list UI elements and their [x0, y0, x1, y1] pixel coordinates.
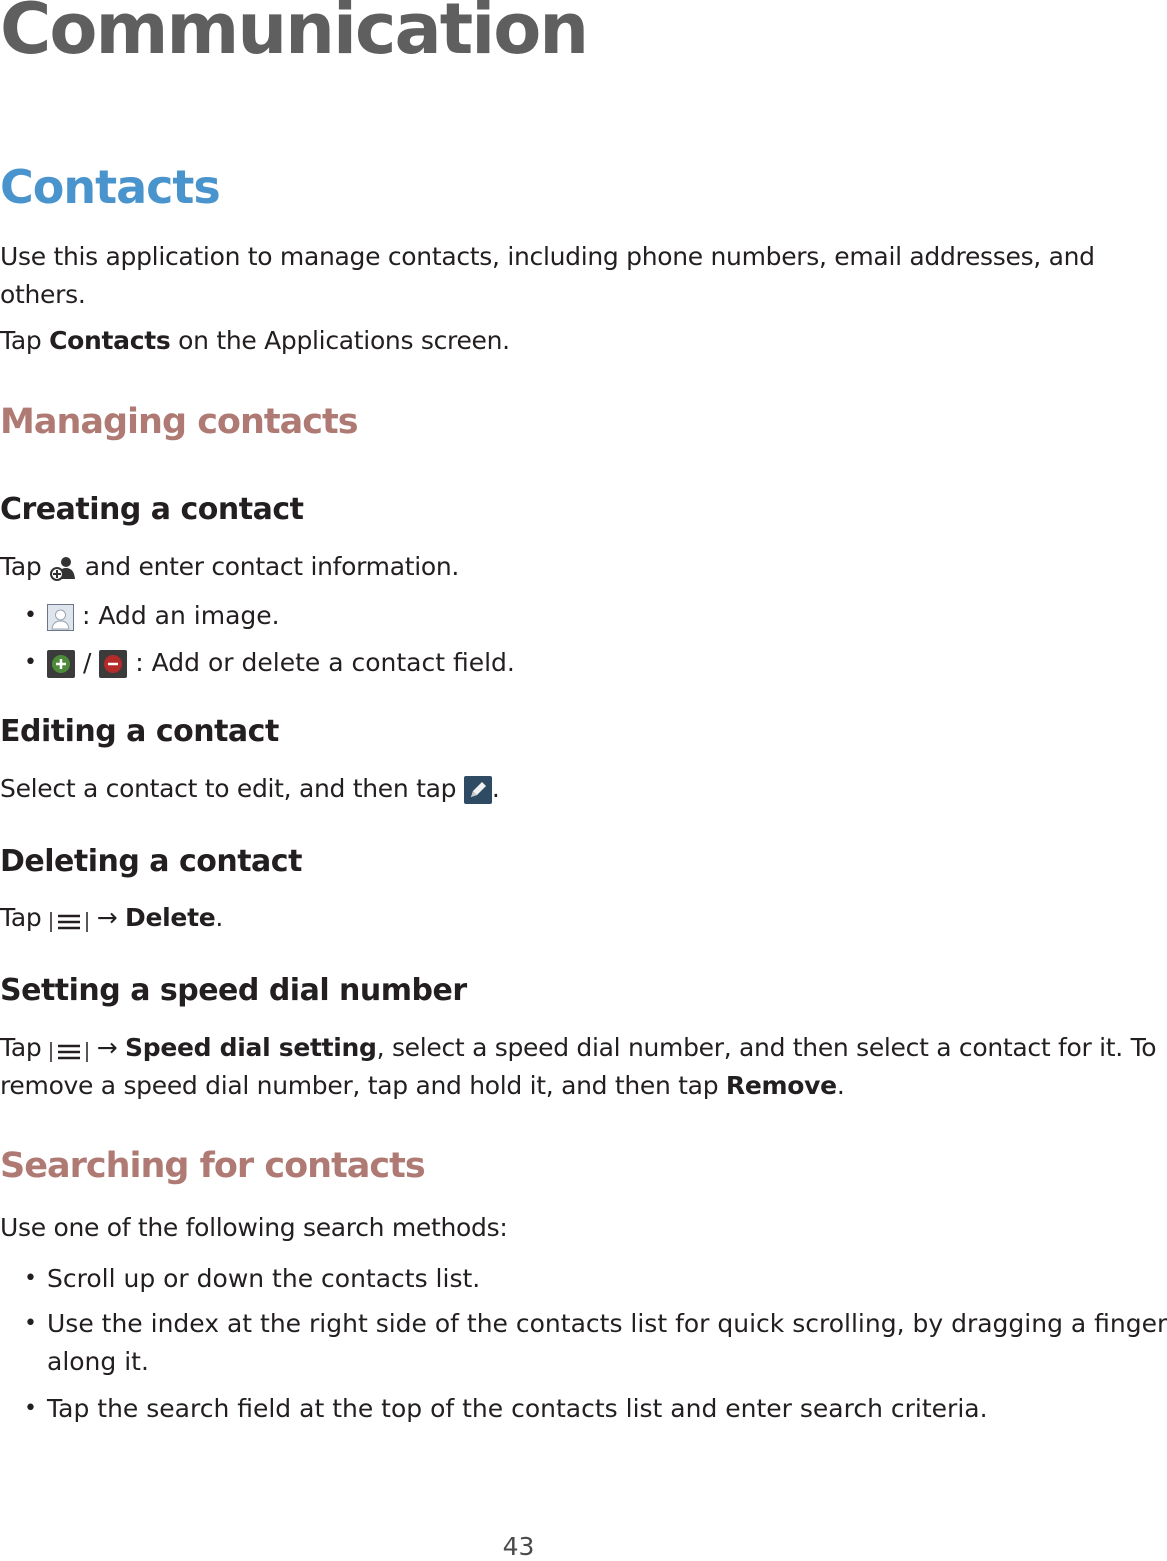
delete-field-icon — [99, 650, 127, 678]
creating-suffix: and enter contact information. — [77, 552, 460, 581]
tap-suffix: on the Applications screen. — [170, 326, 510, 355]
creating-text — [0, 548, 459, 586]
bullet-content: Scroll up or down the contacts list. — [47, 1264, 481, 1293]
edit-icon — [464, 776, 492, 804]
managing-title: Managing contacts — [0, 402, 358, 442]
menu-icon — [49, 1037, 89, 1061]
bullet-content-continued: along it. — [47, 1347, 149, 1376]
editing-text — [0, 770, 499, 808]
creating-prefix: Tap — [0, 552, 50, 581]
speed-dial-setting-label: Speed dial setting — [125, 1033, 377, 1062]
section-title: Contacts — [0, 160, 220, 214]
bullet-dot: • — [24, 603, 37, 628]
add-field-icon — [47, 650, 75, 678]
searching-intro: Use one of the following search methods: — [0, 1213, 508, 1242]
intro-tap-line — [0, 322, 510, 360]
deleting-suffix: . — [215, 903, 224, 932]
speed-dial-line-2 — [0, 1067, 844, 1105]
editing-suffix: . — [491, 774, 500, 803]
intro-line-2: others. — [0, 280, 86, 309]
arrow: → — [89, 903, 126, 932]
speed-dial-heading: Setting a speed dial number — [0, 973, 467, 1008]
deleting-heading: Deleting a contact — [0, 844, 302, 879]
searching-title: Searching for contacts — [0, 1146, 425, 1186]
deleting-prefix: Tap — [0, 903, 50, 932]
bullet-dot: • — [24, 1396, 37, 1421]
bullet-dot: • — [24, 650, 37, 675]
list-item — [0, 1260, 1037, 1298]
bullet-content — [47, 644, 515, 682]
editing-heading: Editing a contact — [0, 714, 279, 749]
speed-dial-prefix: Tap — [0, 1033, 50, 1062]
list-item — [0, 1305, 1167, 1381]
list-item — [0, 1390, 1037, 1428]
bullet-content: Tap the search field at the top of the contacts list and enter search criteria. — [47, 1394, 988, 1423]
bullet1-text: : Add an image. — [74, 601, 280, 630]
list-item — [0, 644, 1037, 682]
bullet2-text: : Add or delete a contact field. — [127, 648, 515, 677]
speed-dial-mid: , select a speed dial number, and then select a contact for it. To — [376, 1033, 1157, 1062]
deleting-text — [0, 899, 223, 937]
chapter-title: Communication — [0, 0, 588, 70]
speed-dial-line2-suffix: . — [836, 1071, 845, 1100]
contacts-app-label: Contacts — [49, 326, 171, 355]
add-contact-icon — [49, 554, 77, 582]
bullet-dot: • — [24, 1311, 37, 1336]
bullet-content: Use the index at the right side of the contacts list for quick scrolling, by dragging a finger — [47, 1309, 1167, 1338]
list-item — [0, 597, 1037, 635]
intro-line-1: Use this application to manage contacts, including phone numbers, email addresses, and — [0, 242, 1095, 271]
page-number: 43 — [502, 1532, 535, 1561]
speed-dial-line-1 — [0, 1029, 1156, 1067]
remove-label: Remove — [725, 1071, 837, 1100]
tap-prefix: Tap — [0, 326, 50, 355]
bullet2-separator: / — [75, 648, 100, 677]
menu-icon — [49, 907, 89, 931]
creating-heading: Creating a contact — [0, 492, 304, 527]
delete-label: Delete — [125, 903, 216, 932]
bullet-dot: • — [24, 1266, 37, 1291]
editing-prefix: Select a contact to edit, and then tap — [0, 774, 464, 803]
bullet-content — [47, 597, 280, 635]
image-icon — [47, 604, 74, 631]
speed-dial-line2-prefix: remove a speed dial number, tap and hold it, and then tap — [0, 1071, 726, 1100]
arrow: → — [89, 1033, 126, 1062]
